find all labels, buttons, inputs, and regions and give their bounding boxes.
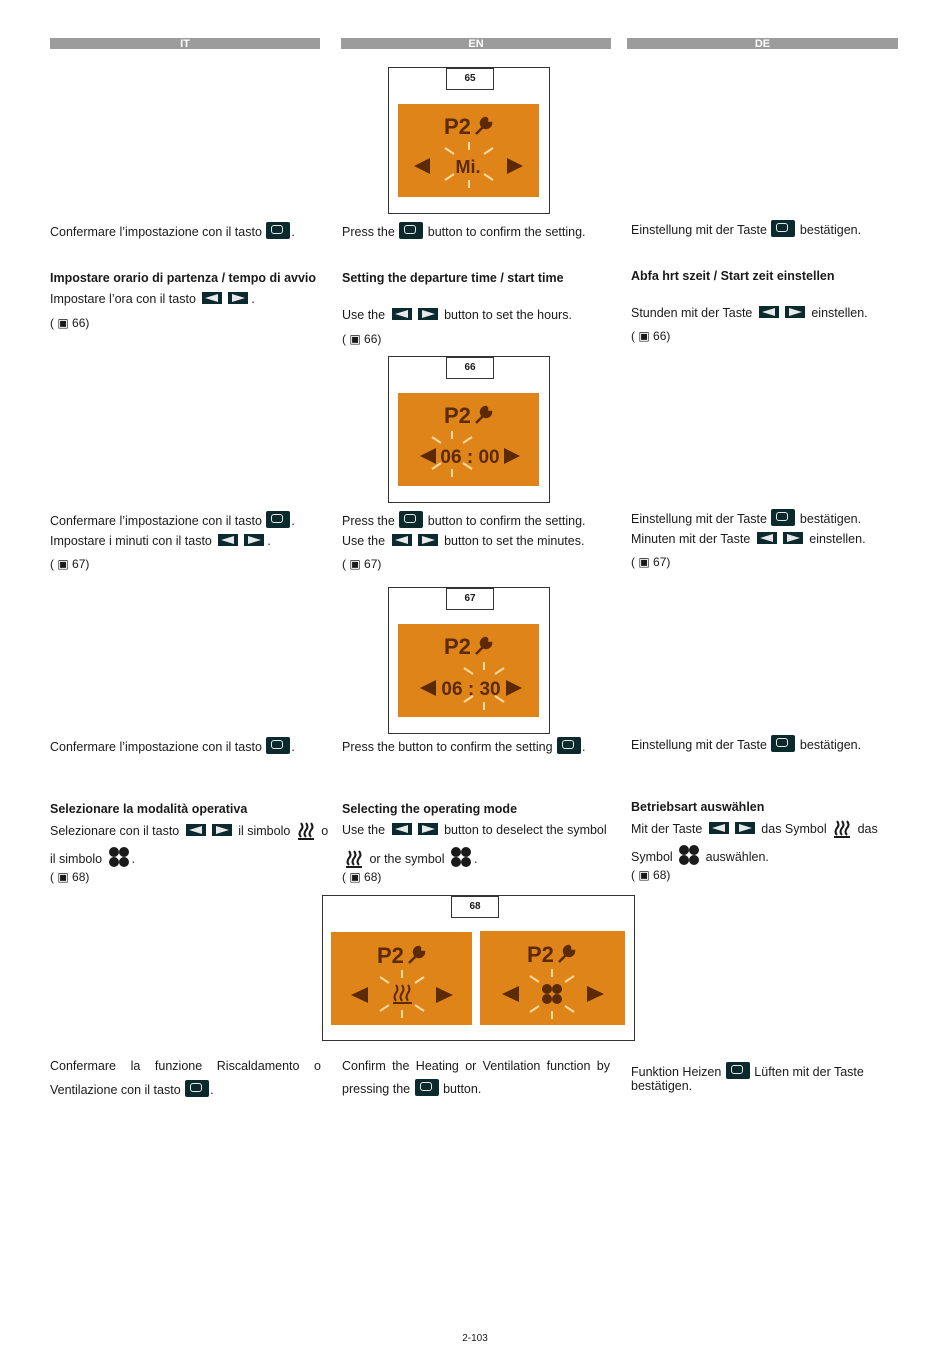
de-confirm-2 [631,509,861,527]
en-confirm-function-2 [342,1079,481,1097]
en-heading-departure: Setting the departure time / start time [342,271,564,285]
time-value: 06 : 30 [441,679,501,700]
figure-number: 66 [446,357,494,379]
right-button-icon [783,532,803,544]
text: Impostare l’ora con il tasto [50,292,196,306]
it-heading-mode: Selezionare la modalità operativa [50,802,248,816]
display-screen [398,624,539,717]
it-confirm-2: Confermare l’impostazione con il tasto . [50,511,295,529]
heating-icon [344,850,364,868]
left-button-icon [757,532,777,544]
program-label: P2 [377,943,404,968]
de-set-minutes [631,531,866,547]
it-heading-departure: Impostare orario di partenza / tempo di avvio [50,271,317,285]
it-set-hours: Impostare l’ora con il tasto . [50,292,255,306]
de-ref-68: ( ▣ 68) [631,868,671,882]
de-heading-mode: Betriebsart auswählen [631,800,765,814]
day-value: Mi. [455,157,481,177]
display-screen [398,393,539,486]
en-confirm-2 [342,511,586,529]
right-arrow-icon [507,158,523,174]
program-label: P2 [444,403,471,428]
de-ref-67: ( ▣ 67) [631,555,671,569]
text: button to set the minutes. [444,534,585,548]
text: button to confirm the setting. [427,225,586,239]
wrench-icon [476,118,491,134]
ok-button-icon [266,737,290,754]
text: Symbol [631,850,673,864]
text: or the symbol [369,852,445,866]
ok-button-icon [726,1062,750,1079]
fan-icon [542,984,562,1004]
blink-icon [530,969,574,1019]
text: Einstellung mit der Taste [631,223,767,237]
camera-icon: ▣ [349,332,361,346]
right-button-icon [212,824,232,836]
time-value: 06 : 00 [440,447,500,468]
text: Use the [342,308,386,322]
right-button-icon [244,534,264,546]
right-button-icon [228,292,248,304]
en-ref-67: ( ▣ 67) [342,557,382,571]
it-ref-68: ( ▣ 68) [50,870,90,884]
text: einstellen. [809,532,866,546]
heating-icon [393,985,412,1003]
text: Confermare la funzione Riscaldamento o [50,1059,321,1073]
en-confirm-3: Press the button to confirm the setting . [342,737,586,755]
left-button-icon [759,306,779,318]
ref-text: 68) [72,870,90,884]
text: das Symbol [761,822,827,836]
program-label: P2 [444,634,471,659]
de-set-hours [631,305,868,321]
ref-text: 67) [653,555,671,569]
wrench-icon [409,947,424,963]
de-heading-departure: Abfa hrt szeit / Start zeit einstellen [631,269,835,283]
text: Lüften mit der Taste [754,1065,864,1079]
header-it: IT [50,38,320,49]
display-graphic [398,393,539,486]
de-confirm-function-2: bestätigen. [631,1079,693,1093]
camera-icon: ▣ [57,316,69,330]
it-confirm-function-1 [50,1058,321,1074]
en-ref-66: ( ▣ 66) [342,332,382,346]
en-confirm-1 [342,222,586,240]
right-button-icon [418,534,438,546]
text: bestätigen. [799,738,862,752]
text: bestätigen. [799,223,862,237]
text: Press the [342,225,395,239]
right-arrow-icon [436,987,453,1003]
display-screen [398,104,539,197]
text: il simbolo [238,824,291,838]
fan-icon [450,846,472,868]
left-button-icon [218,534,238,546]
wrench-icon [476,407,491,423]
display-graphic [480,931,625,1025]
ok-button-icon [266,511,290,528]
text: auswählen. [705,850,769,864]
ref-text: 66) [364,332,382,346]
camera-icon: ▣ [638,555,650,569]
ok-button-icon [771,509,795,526]
text: button to deselect the symbol [444,823,607,837]
right-button-icon [418,823,438,835]
camera-icon: ▣ [349,557,361,571]
it-ref-67: ( ▣ 67) [50,557,90,571]
en-set-hours [342,307,572,323]
text: pressing the [342,1082,411,1096]
text: button to confirm the setting. [427,514,586,528]
text: Minuten mit der Taste [631,532,751,546]
text: das [857,822,878,836]
ref-text: 67) [72,557,90,571]
ref-text: 68) [653,868,671,882]
text: einstellen. [811,306,868,320]
figure-number: 65 [446,68,494,90]
de-confirm-1 [631,220,861,238]
text: Confirm the Heating or Ventilation function by [342,1059,610,1073]
de-ref-66: ( ▣ 66) [631,329,671,343]
it-set-minutes: Impostare i minuti con il tasto . [50,534,271,548]
display-screen-heating [331,932,472,1025]
text: Use the [342,823,386,837]
left-arrow-icon [420,680,436,696]
camera-icon: ▣ [349,870,361,884]
it-select-mode-2: il simbolo . [50,846,135,868]
text: o [321,824,329,838]
display-graphic [331,932,472,1025]
camera-icon: ▣ [57,870,69,884]
text: button. [443,1082,482,1096]
ok-button-icon [771,735,795,752]
ok-button-icon [771,220,795,237]
wrench-icon [559,946,574,962]
right-arrow-icon [506,680,522,696]
text: Press the button to confirm the setting [342,740,553,754]
en-select-mode-1 [342,822,607,838]
page-number: 2-103 [462,1333,488,1344]
heating-icon [832,820,852,838]
display-graphic [398,104,539,197]
left-button-icon [202,292,222,304]
ok-button-icon [415,1079,439,1096]
right-button-icon [735,822,755,834]
en-set-minutes [342,533,584,549]
it-confirm-function-2: Ventilazione con il tasto . [50,1080,214,1098]
en-select-mode-2: or the symbol . [342,846,477,868]
it-select-mode-1 [50,822,328,840]
ok-button-icon [399,511,423,528]
ref-text: 68) [364,870,382,884]
text: Confermare l’impostazione con il tasto [50,225,262,239]
text: Impostare i minuti con il tasto [50,534,212,548]
fan-icon [108,846,130,868]
right-button-icon [418,308,438,320]
ref-text: 66) [653,329,671,343]
right-arrow-icon [587,986,604,1002]
left-arrow-icon [502,986,519,1002]
it-ref-66: ( ▣ 66) [50,316,90,330]
text: il simbolo [50,852,103,866]
left-arrow-icon [414,158,430,174]
text: bestätigen. [799,512,862,526]
text: Stunden mit der Taste [631,306,753,320]
left-arrow-icon [420,448,436,464]
fan-icon [678,844,700,866]
text: Press the [342,514,395,528]
text: Ventilazione con il tasto [50,1083,181,1097]
header-de: DE [627,38,898,49]
text: Use the [342,534,386,548]
left-button-icon [392,534,412,546]
left-button-icon [392,823,412,835]
figure-number: 67 [446,588,494,610]
camera-icon: ▣ [57,557,69,571]
heating-icon [296,822,316,840]
right-button-icon [785,306,805,318]
left-button-icon [392,308,412,320]
text: Mit der Taste [631,822,703,836]
text: Confermare l’impostazione con il tasto [50,740,262,754]
text: Funktion Heizen [631,1065,722,1079]
de-select-mode-1 [631,820,878,838]
text: button to set the hours. [444,308,572,322]
camera-icon: ▣ [638,329,650,343]
program-label: P2 [444,114,471,139]
en-ref-68: ( ▣ 68) [342,870,382,884]
ok-button-icon [399,222,423,239]
wrench-icon [476,638,491,654]
figure-number: 68 [451,896,499,918]
text: Confermare l’impostazione con il tasto [50,514,262,528]
text: Einstellung mit der Taste [631,512,767,526]
en-heading-mode: Selecting the operating mode [342,802,518,816]
text: Selezionare con il tasto [50,824,180,838]
ok-button-icon [185,1080,209,1097]
ref-text: 66) [72,316,90,330]
left-button-icon [709,822,729,834]
en-confirm-function-1 [342,1058,610,1074]
camera-icon: ▣ [638,868,650,882]
it-confirm-3: Confermare l’impostazione con il tasto . [50,737,295,755]
ref-text: 67) [364,557,382,571]
left-button-icon [186,824,206,836]
text: Einstellung mit der Taste [631,738,767,752]
display-graphic [398,624,539,717]
display-screen-ventilation [480,931,625,1025]
header-en: EN [341,38,611,49]
program-label: P2 [527,942,554,967]
de-select-mode-2 [631,844,769,866]
ok-button-icon [266,222,290,239]
ok-button-icon [557,737,581,754]
right-arrow-icon [504,448,520,464]
it-confirm-1: Confermare l’impostazione con il tasto . [50,222,295,240]
de-confirm-3 [631,735,861,753]
left-arrow-icon [351,987,368,1003]
